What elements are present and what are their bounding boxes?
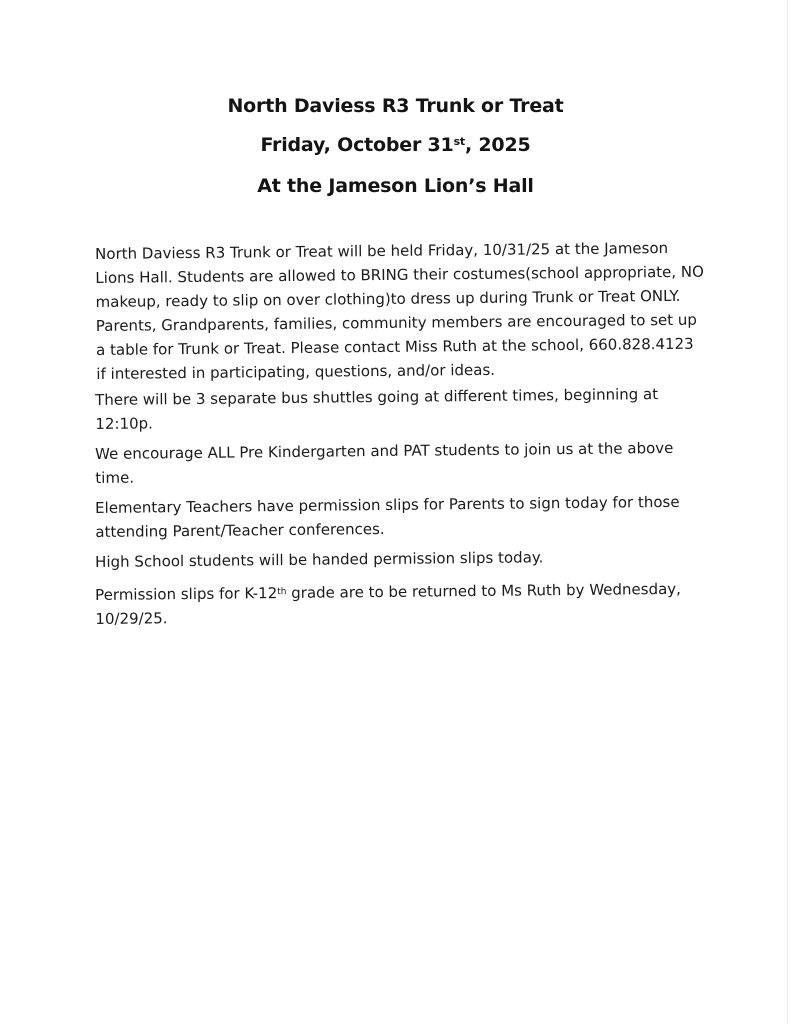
event-location: At the Jameson Lion’s Hall <box>257 175 534 197</box>
shuttle-paragraph: There will be 3 separate bus shuttles going at different times, beginning at 12:10p. <box>95 385 659 433</box>
permission-suffix: grade are to be returned to Ms Ruth by Wednesday, 10/29/25. <box>95 579 681 628</box>
permission-paragraph <box>95 577 705 631</box>
highschool-paragraph: High School students will be handed permission slips today. <box>95 548 544 571</box>
intro-paragraph: North Daviess R3 Trunk or Treat will be held Friday, 10/31/25 at the Jameson Lions Hall. Students are allowed to BRING their costumes(school appropriate, NO makeup, ready to slip on over clothing)to dress up during Trunk or Treat ONLY. Parents, Grandparents, families, community members are encouraged to set up a table for Trunk or Treat. Please contact Miss Ruth at the school, 660.828.4123 if interested in participating, questions, and/or ideas. <box>95 238 704 383</box>
event-title: North Daviess R3 Trunk or Treat <box>227 95 564 117</box>
permission-prefix: Permission slips for K-12 <box>95 584 278 604</box>
permission-ordinal: th <box>277 586 287 598</box>
event-date-prefix: Friday, October 31 <box>260 134 454 156</box>
elementary-paragraph: Elementary Teachers have permission slips for Parents to sign today for those attending Parent/Teacher conferences. <box>95 492 680 541</box>
prek-paragraph: We encourage ALL Pre Kindergarten and PAT students to join us at the above time. <box>95 438 674 487</box>
event-date <box>0 134 791 156</box>
event-date-suffix: , 2025 <box>464 134 531 156</box>
event-date-ordinal: st <box>453 135 465 148</box>
